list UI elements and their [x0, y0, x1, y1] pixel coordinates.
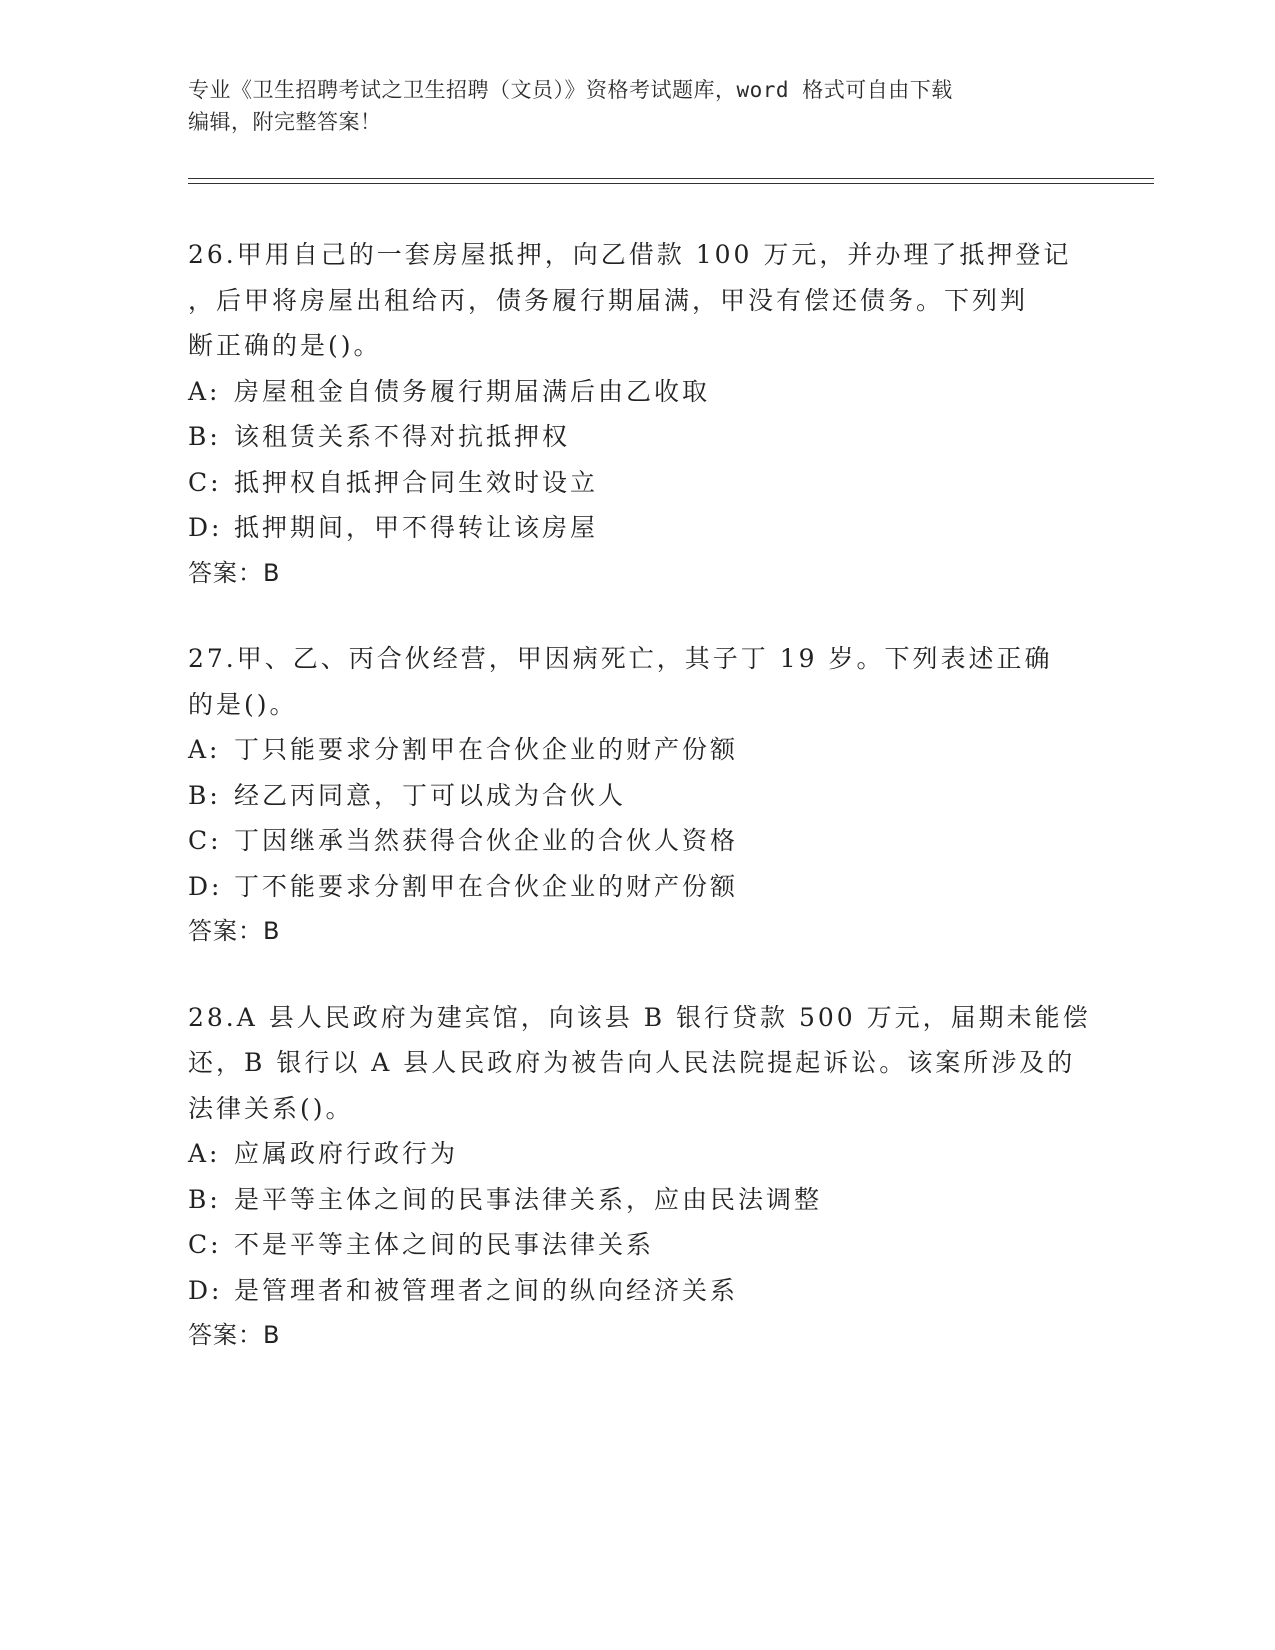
option-text: 是平等主体之间的民事法律关系，应由民法调整 — [234, 1184, 823, 1214]
option-letter: C: — [188, 826, 222, 855]
question-stem: 断正确的是()。 — [188, 331, 382, 360]
question-stem: 还，B 银行以 A 县人民政府为被告向人民法院提起诉讼。该案所涉及的 — [188, 1048, 1076, 1077]
option-text: 抵押期间，甲不得转让该房屋 — [234, 513, 599, 542]
option-text: 丁因继承当然获得合伙企业的合伙人资格 — [234, 826, 739, 855]
option-text: 经乙丙同意，丁可以成为合伙人 — [234, 780, 627, 810]
option-d — [188, 864, 1108, 910]
question-item — [188, 636, 1108, 955]
option-letter: A: — [188, 376, 221, 406]
option-text: 丁不能要求分割甲在合伙企业的财产份额 — [234, 871, 739, 901]
option-letter: B: — [188, 422, 221, 451]
option-letter: C: — [188, 467, 222, 497]
question-stem: 26.甲用自己的一套房屋抵押，向乙借款 100 万元，并办理了抵押登记 — [188, 240, 1072, 269]
question-stem: 的是()。 — [188, 689, 298, 719]
option-text: 房屋租金自债务履行期届满后由乙收取 — [234, 376, 711, 406]
question-stem: 法律关系()。 — [188, 1093, 354, 1123]
option-text: 该租赁关系不得对抗抵押权 — [234, 422, 571, 451]
header-note — [188, 74, 1088, 138]
option-text: 抵押权自抵押合同生效时设立 — [234, 467, 599, 497]
question-stem: ，后甲将房屋出租给丙，债务履行期届满，甲没有偿还债务。下列判 — [188, 285, 1029, 315]
answer-line: 答案：B — [188, 558, 281, 587]
question-item — [188, 995, 1108, 1359]
option-c — [188, 1222, 1108, 1268]
option-b — [188, 773, 1108, 819]
option-letter: A: — [188, 735, 221, 764]
option-text: 应属政府行政行为 — [234, 1139, 459, 1168]
option-letter: B: — [188, 780, 221, 810]
header-note-line: 专业《卫生招聘考试之卫生招聘（文员）》资格考试题库，word 格式可自由下载 — [188, 78, 953, 102]
option-c — [188, 818, 1108, 864]
option-text: 不是平等主体之间的民事法律关系 — [234, 1230, 655, 1259]
option-letter: D: — [188, 513, 223, 542]
option-letter: D: — [188, 1275, 223, 1305]
option-letter: B: — [188, 1184, 221, 1214]
option-text: 丁只能要求分割甲在合伙企业的财产份额 — [234, 735, 739, 764]
question-stem: 28.A 县人民政府为建宾馆，向该县 B 银行贷款 500 万元，届期未能偿 — [188, 1002, 1091, 1032]
option-a — [188, 369, 1108, 415]
answer-line: 答案：B — [188, 917, 281, 945]
option-d — [188, 1268, 1108, 1314]
option-letter: D: — [188, 871, 223, 901]
option-b — [188, 414, 1108, 460]
question-list — [188, 232, 1108, 1399]
option-c — [188, 460, 1108, 506]
option-letter: A: — [188, 1139, 221, 1168]
question-stem: 27.甲、乙、丙合伙经营，甲因病死亡，其子丁 19 岁。下列表述正确 — [188, 644, 1053, 673]
header-note-line: 编辑，附完整答案！ — [188, 110, 382, 134]
option-text: 是管理者和被管理者之间的纵向经济关系 — [234, 1275, 739, 1305]
header-divider — [188, 183, 1154, 184]
option-letter: C: — [188, 1230, 222, 1259]
answer-line: 答案：B — [188, 1321, 281, 1349]
option-b — [188, 1177, 1108, 1223]
question-item — [188, 232, 1108, 596]
option-a — [188, 1131, 1108, 1177]
header-divider — [188, 178, 1154, 179]
option-d — [188, 505, 1108, 551]
option-a — [188, 727, 1108, 773]
